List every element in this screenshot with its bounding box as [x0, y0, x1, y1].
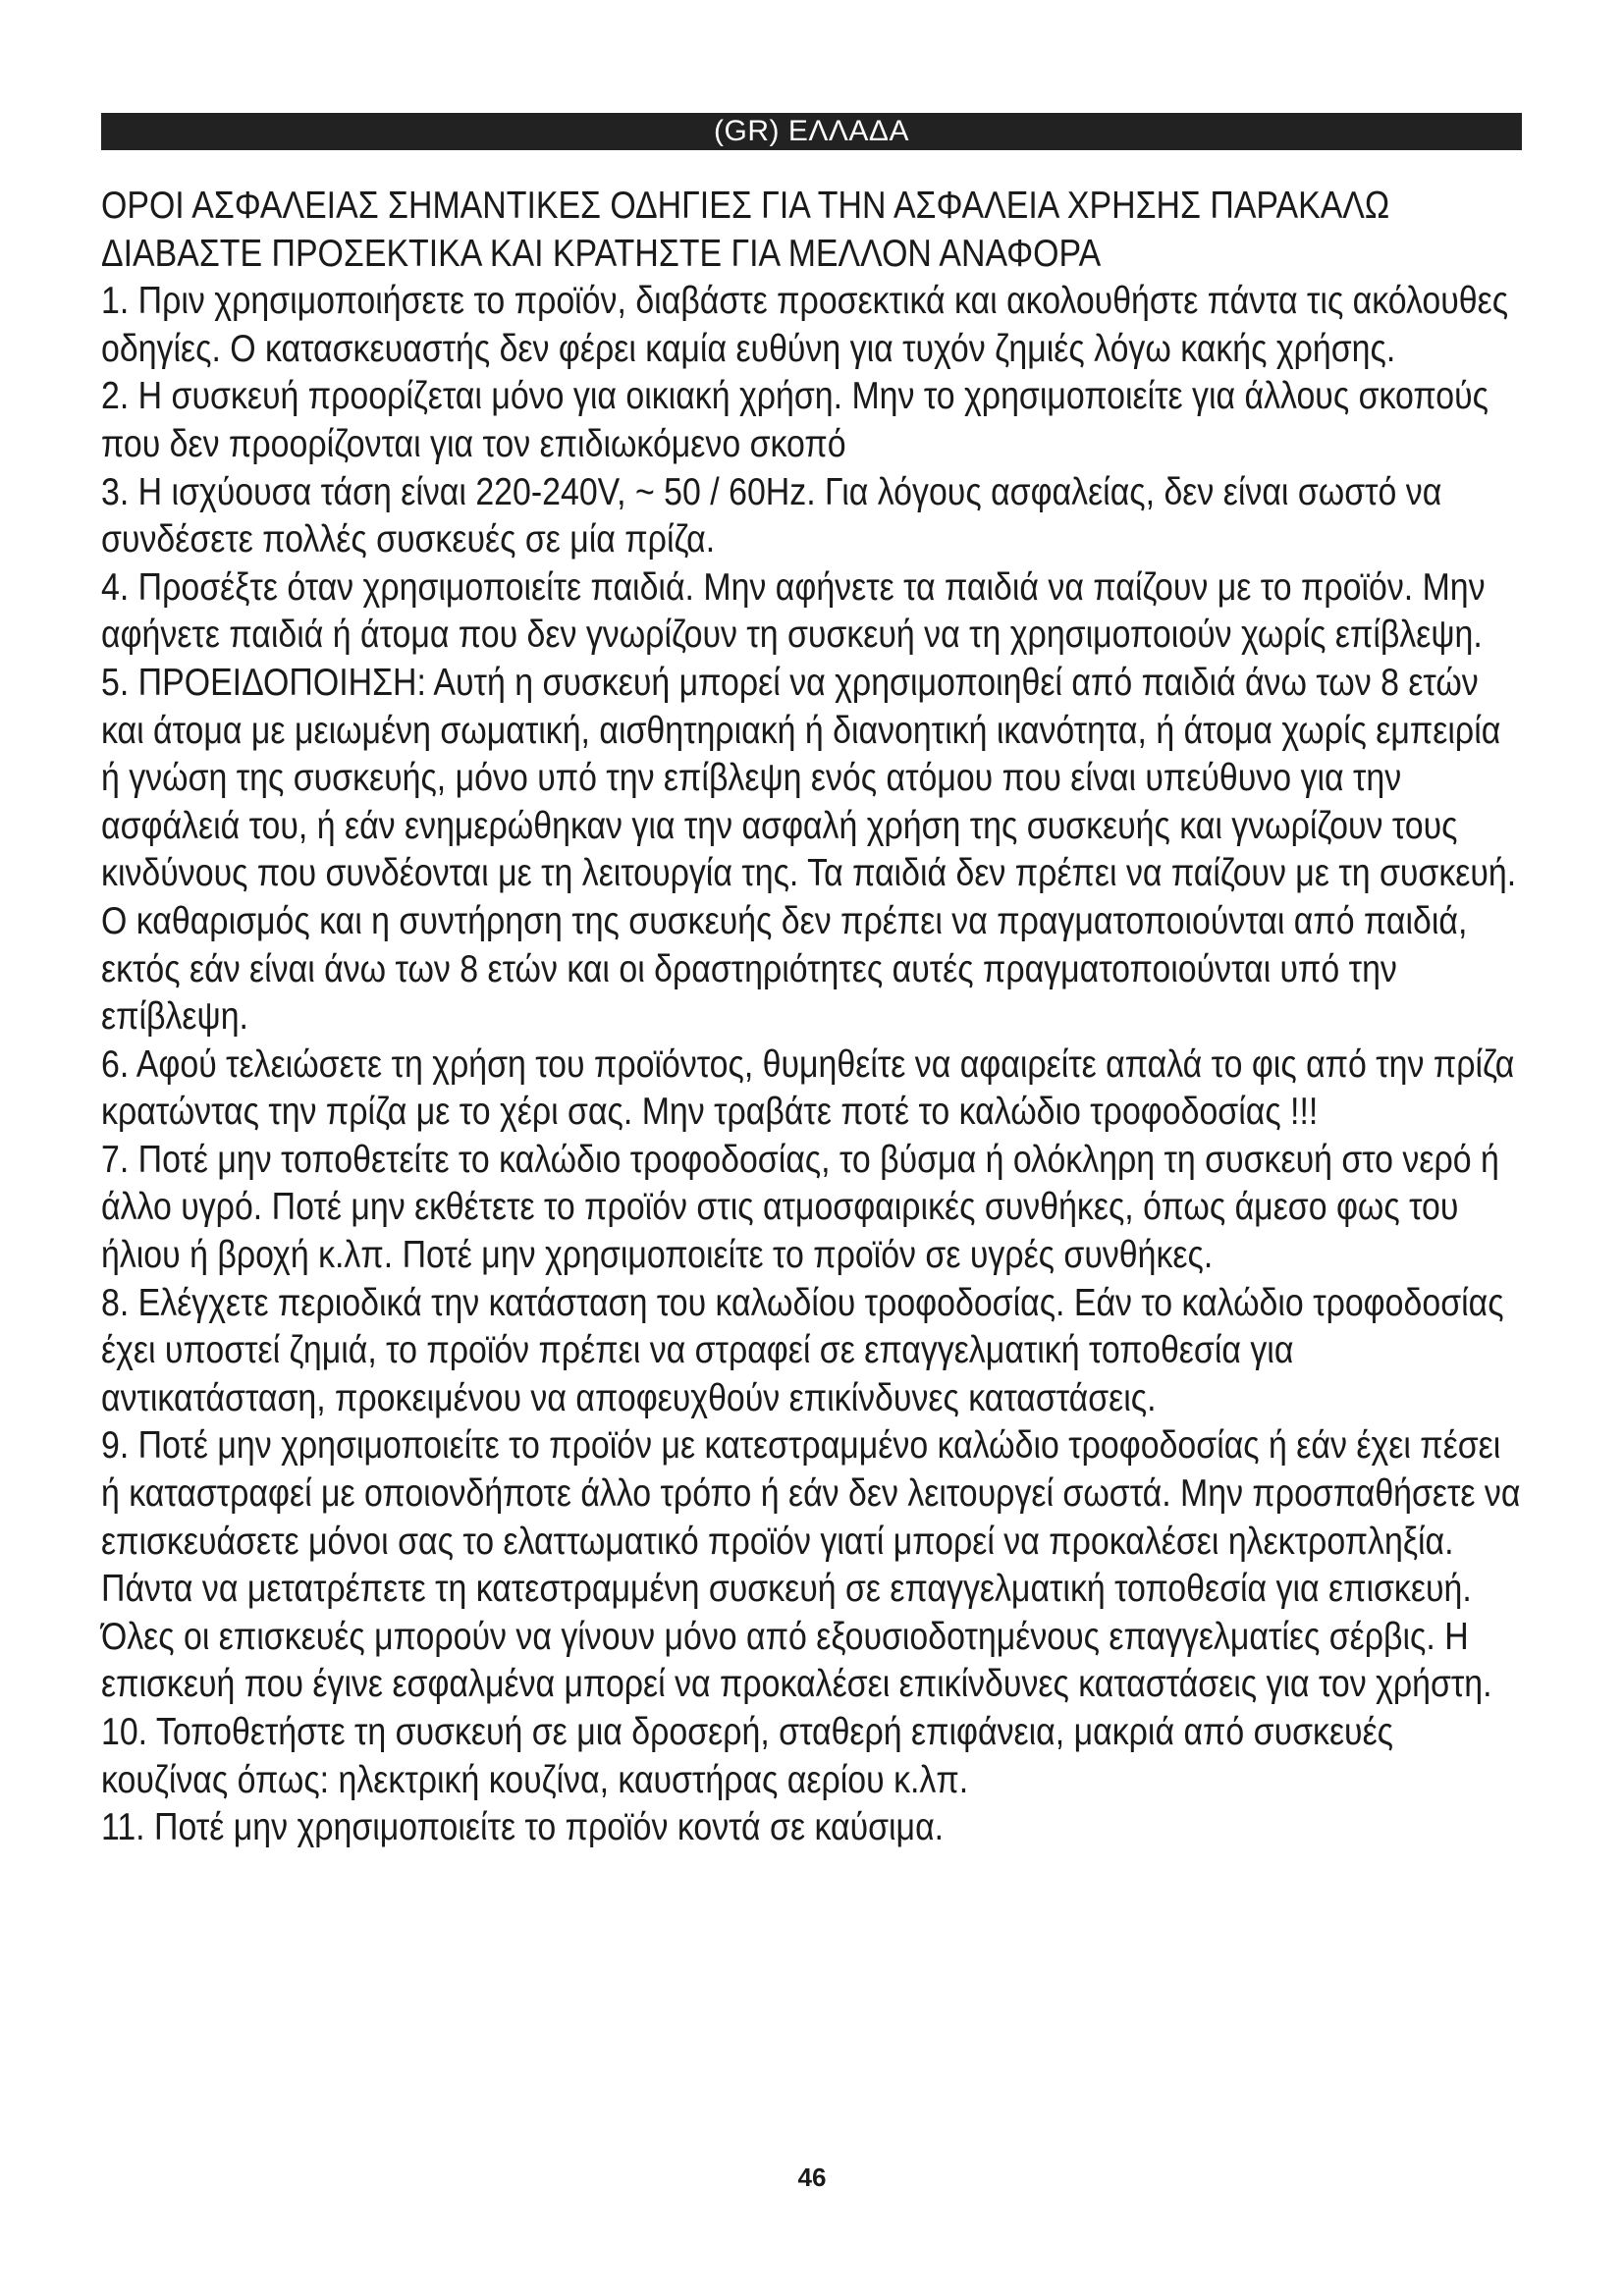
instruction-item-6: 6. Αφού τελειώσετε τη χρήση του προϊόντος, θυμηθείτε να αφαιρείτε απαλά το φις από την πρίζα κρατώντας την πρίζα με το χέρι σας. Μην τραβάτε ποτέ το καλώδιο τροφοδοσίας !!! [101, 1042, 1515, 1134]
instruction-item-3: 3. Η ισχύουσα τάση είναι 220-240V, ~ 50 / 60Hz. Για λόγους ασφαλείας, δεν είναι σωστό να συνδέσετε πολλές συσκευές σε μία πρίζα. [101, 470, 1442, 561]
instruction-item-10: 10. Τοποθετήστε τη συσκευή σε μια δροσερή, σταθερή επιφάνεια, μακριά από συσκευές κουζίνας όπως: ηλεκτρική κουζίνα, καυστήρας αερίου κ.λπ. [101, 1711, 1394, 1801]
language-header-bar [101, 113, 1522, 150]
page-title: ΟΡΟΙ ΑΣΦΑΛΕΙΑΣ ΣΗΜΑΝΤΙΚΕΣ ΟΔΗΓΙΕΣ ΓΙΑ ΤΗΝ ΑΣΦΑΛΕΙΑ ΧΡΗΣΗΣ ΠΑΡΑΚΑΛΩ ΔΙΑΒΑΣΤΕ ΠΡΟΣΕΚΤΙΚΑ ΚΑΙ ΚΡΑΤΗΣΤΕ ΓΙΑ ΜΕΛΛΟΝ ΑΝΑΦΟΡΑ [101, 185, 1390, 275]
instruction-item-2: 2. Η συσκευή προορίζεται μόνο για οικιακή χρήση. Μην το χρησιμοποιείτε για άλλους σκοπούς που δεν προορίζονται για τον επιδιωκόμενο σκοπό [101, 375, 1489, 465]
instruction-item-9: 9. Ποτέ μην χρησιμοποιείτε το προϊόν με κατεστραμμένο καλώδιο τροφοδοσίας ή εάν έχει πέσει ή καταστραφεί με οποιονδήποτε άλλο τρόπο ή εάν δεν λειτουργεί σωστά. Μην προσπαθήσετε να επισκευάσετε μόνοι σας το ελαττωματικό προϊόν γιατί μπορεί να προκαλέσει ηλεκτροπληξία. Πάντα να μετατρέπετε τη κατεστραμμένη συσκευή σε επαγγελματική τοποθεσία για επισκευή. Όλες οι επισκευές μπορούν να γίνουν μόνο από εξουσιοδοτημένους επαγγελματίες σέρβις. Η επισκευή που έγινε εσφαλμένα μπορεί να προκαλέσει επικίνδυνες καταστάσεις για τον χρήστη. [101, 1424, 1521, 1706]
language-label: (GR) ΕΛΛΑΔΑ [714, 115, 909, 147]
instruction-item-11: 11. Ποτέ μην χρησιμοποιείτε το προϊόν κοντά σε καύσιμα. [101, 1806, 945, 1849]
instruction-item-1: 1. Πριν χρησιμοποιήσετε το προϊόν, διαβάστε προσεκτικά και ακολουθήστε πάντα τις ακόλουθες οδηγίες. Ο κατασκευαστής δεν φέρει καμία ευθύνη για τυχόν ζημιές λόγω κακής χρήσης. [101, 280, 1509, 370]
page-number: 46 [797, 2163, 827, 2192]
instruction-item-4: 4. Προσέξτε όταν χρησιμοποιείτε παιδιά. Μην αφήνετε τα παιδιά να παίζουν με το προϊόν. Μην αφήνετε παιδιά ή άτομα που δεν γνωρίζουν τη συσκευή να τη χρησιμοποιούν χωρίς επίβλεψη. [101, 565, 1486, 657]
instruction-item-7: 7. Ποτέ μην τοποθετείτε το καλώδιο τροφοδοσίας, το βύσμα ή ολόκληρη τη συσκευή στο νερό ή άλλο υγρό. Ποτέ μην εκθέτετε το προϊόν στις ατμοσφαιρικές συνθήκες, όπως άμεσο φως του ήλιου ή βροχή κ.λπ. Ποτέ μην χρησιμοποιείτε το προϊόν σε υγρές συνθήκες. [101, 1138, 1499, 1277]
safety-instructions [101, 183, 1521, 1852]
instruction-item-8: 8. Ελέγχετε περιοδικά την κατάσταση του καλωδίου τροφοδοσίας. Εάν το καλώδιο τροφοδοσίας έχει υποστεί ζημιά, το προϊόν πρέπει να στραφεί σε επαγγελματική τοποθεσία για αντικατάσταση, προκειμένου να αποφευχθούν επικίνδυνες καταστάσεις. [101, 1281, 1504, 1419]
instruction-item-5: 5. ΠΡΟΕΙΔΟΠΟΙΗΣΗ: Αυτή η συσκευή μπορεί να χρησιμοποιηθεί από παιδιά άνω των 8 ετών και άτομα με μειωμένη σωματική, αισθητηριακή ή διανοητική ικανότητα, ή άτομα χωρίς εμπειρία ή γνώση της συσκευής, μόνο υπό την επίβλεψη ενός ατόμου που είναι υπεύθυνο για την ασφάλειά του, ή εάν ενημερώθηκαν για την ασφαλή χρήση της συσκευής και γνωρίζουν τους κινδύνους που συνδέονται με τη λειτουργία της. Τα παιδιά δεν πρέπει να παίζουν με τη συσκευή. Ο καθαρισμός και η συντήρηση της συσκευής δεν πρέπει να πραγματοποιούνται από παιδιά, εκτός εάν είναι άνω των 8 ετών και οι δραστηριότητες αυτές πραγματοποιούνται υπό την επίβλεψη. [101, 661, 1517, 1039]
